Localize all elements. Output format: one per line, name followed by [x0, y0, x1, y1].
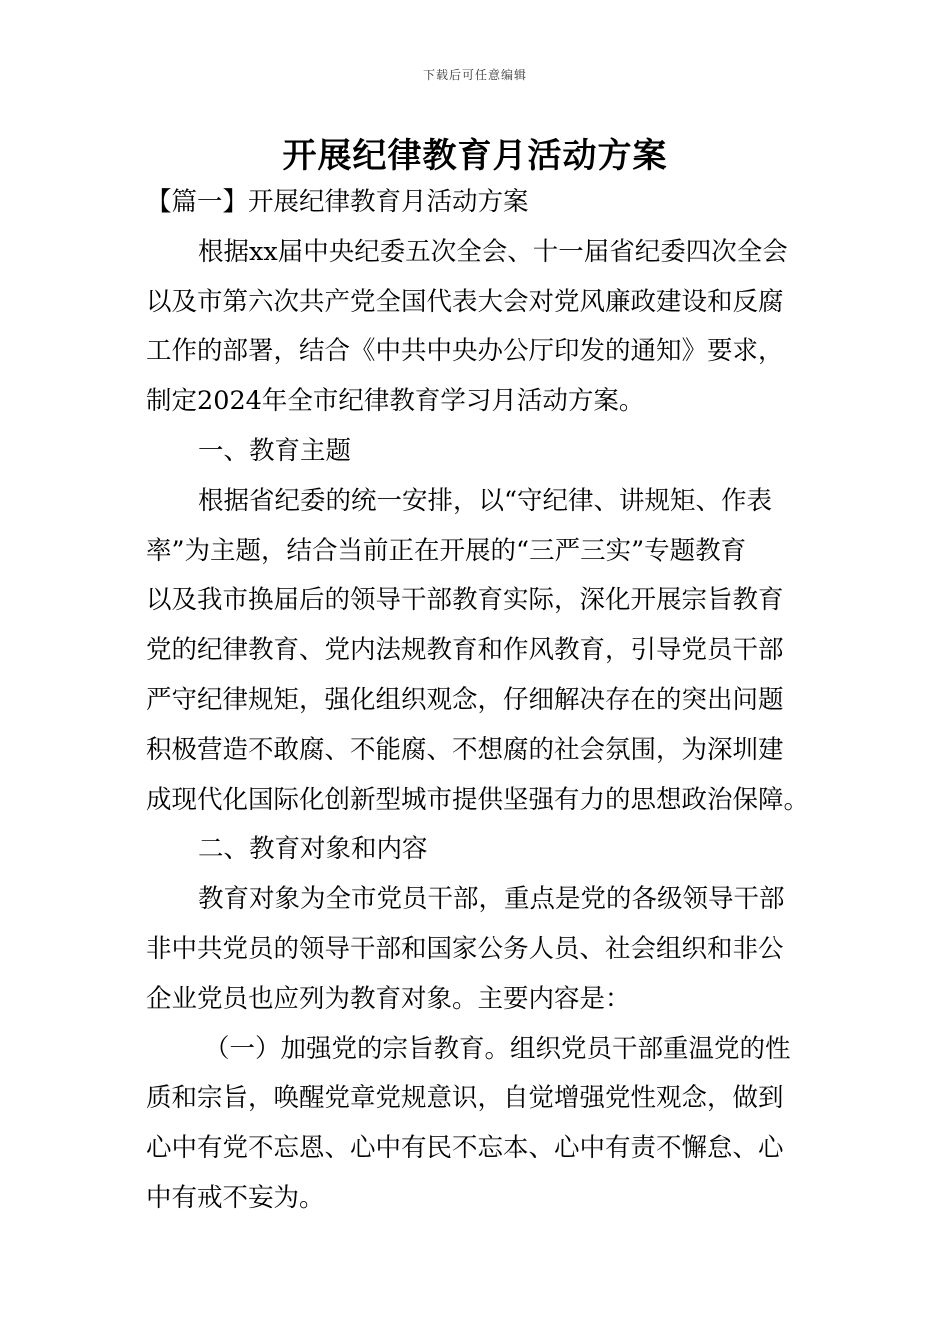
paragraph-line: 制定2024年全市纪律教育学习月活动方案。: [146, 386, 645, 417]
paragraph-line: 严守纪律规矩，强化组织观念，仔细解决存在的突出问题: [146, 684, 784, 715]
paragraph-line: 心中有党不忘恩、心中有民不忘本、心中有责不懈怠、心: [146, 1133, 784, 1164]
subheading: 一、教育主题: [198, 435, 352, 466]
paragraph-line: 根据省纪委的统一安排，以“守纪律、讲规矩、作表: [198, 485, 773, 516]
paragraph-line: 以及市第六次共产党全国代表大会对党风廉政建设和反腐: [146, 286, 784, 317]
paragraph-line: 教育对象为全市党员干部，重点是党的各级领导干部: [198, 884, 785, 915]
paragraph-line: 根据xx届中央纪委五次全会、十一届省纪委四次全会: [198, 236, 788, 267]
paragraph-line: 质和宗旨，唤醒党章党规意识，自觉增强党性观念，做到: [146, 1083, 784, 1114]
document-title: 开展纪律教育月活动方案: [282, 136, 668, 176]
paragraph-line: 非中共党员的领导干部和国家公务人员、社会组织和非公: [146, 933, 784, 964]
paragraph-line: 工作的部署，结合《中共中央办公厅印发的通知》要求，: [146, 336, 784, 367]
paragraph-line: 党的纪律教育、党内法规教育和作风教育，引导党员干部: [146, 635, 784, 666]
paragraph-line: 以及我市换届后的领导干部教育实际，深化开展宗旨教育: [146, 585, 784, 616]
paragraph-line: （一）加强党的宗旨教育。组织党员干部重温党的性: [204, 1033, 791, 1064]
subheading: 二、教育对象和内容: [198, 834, 428, 865]
document-body: [146, 178, 810, 1224]
paragraph-line: 积极营造不敢腐、不能腐、不想腐的社会氛围，为深圳建: [146, 734, 784, 765]
paragraph-line: 中有戒不妄为。: [146, 1182, 325, 1213]
section-heading: 【篇一】开展纪律教育月活动方案: [146, 187, 529, 217]
header-note: 下载后可任意编辑: [422, 68, 527, 82]
paragraph-line: 率”为主题，结合当前正在开展的“三严三实”专题教育: [146, 535, 747, 566]
paragraph-line: 成现代化国际化创新型城市提供坚强有力的思想政治保障。: [146, 784, 810, 815]
paragraph-line: 企业党员也应列为教育对象。主要内容是：: [146, 983, 631, 1014]
